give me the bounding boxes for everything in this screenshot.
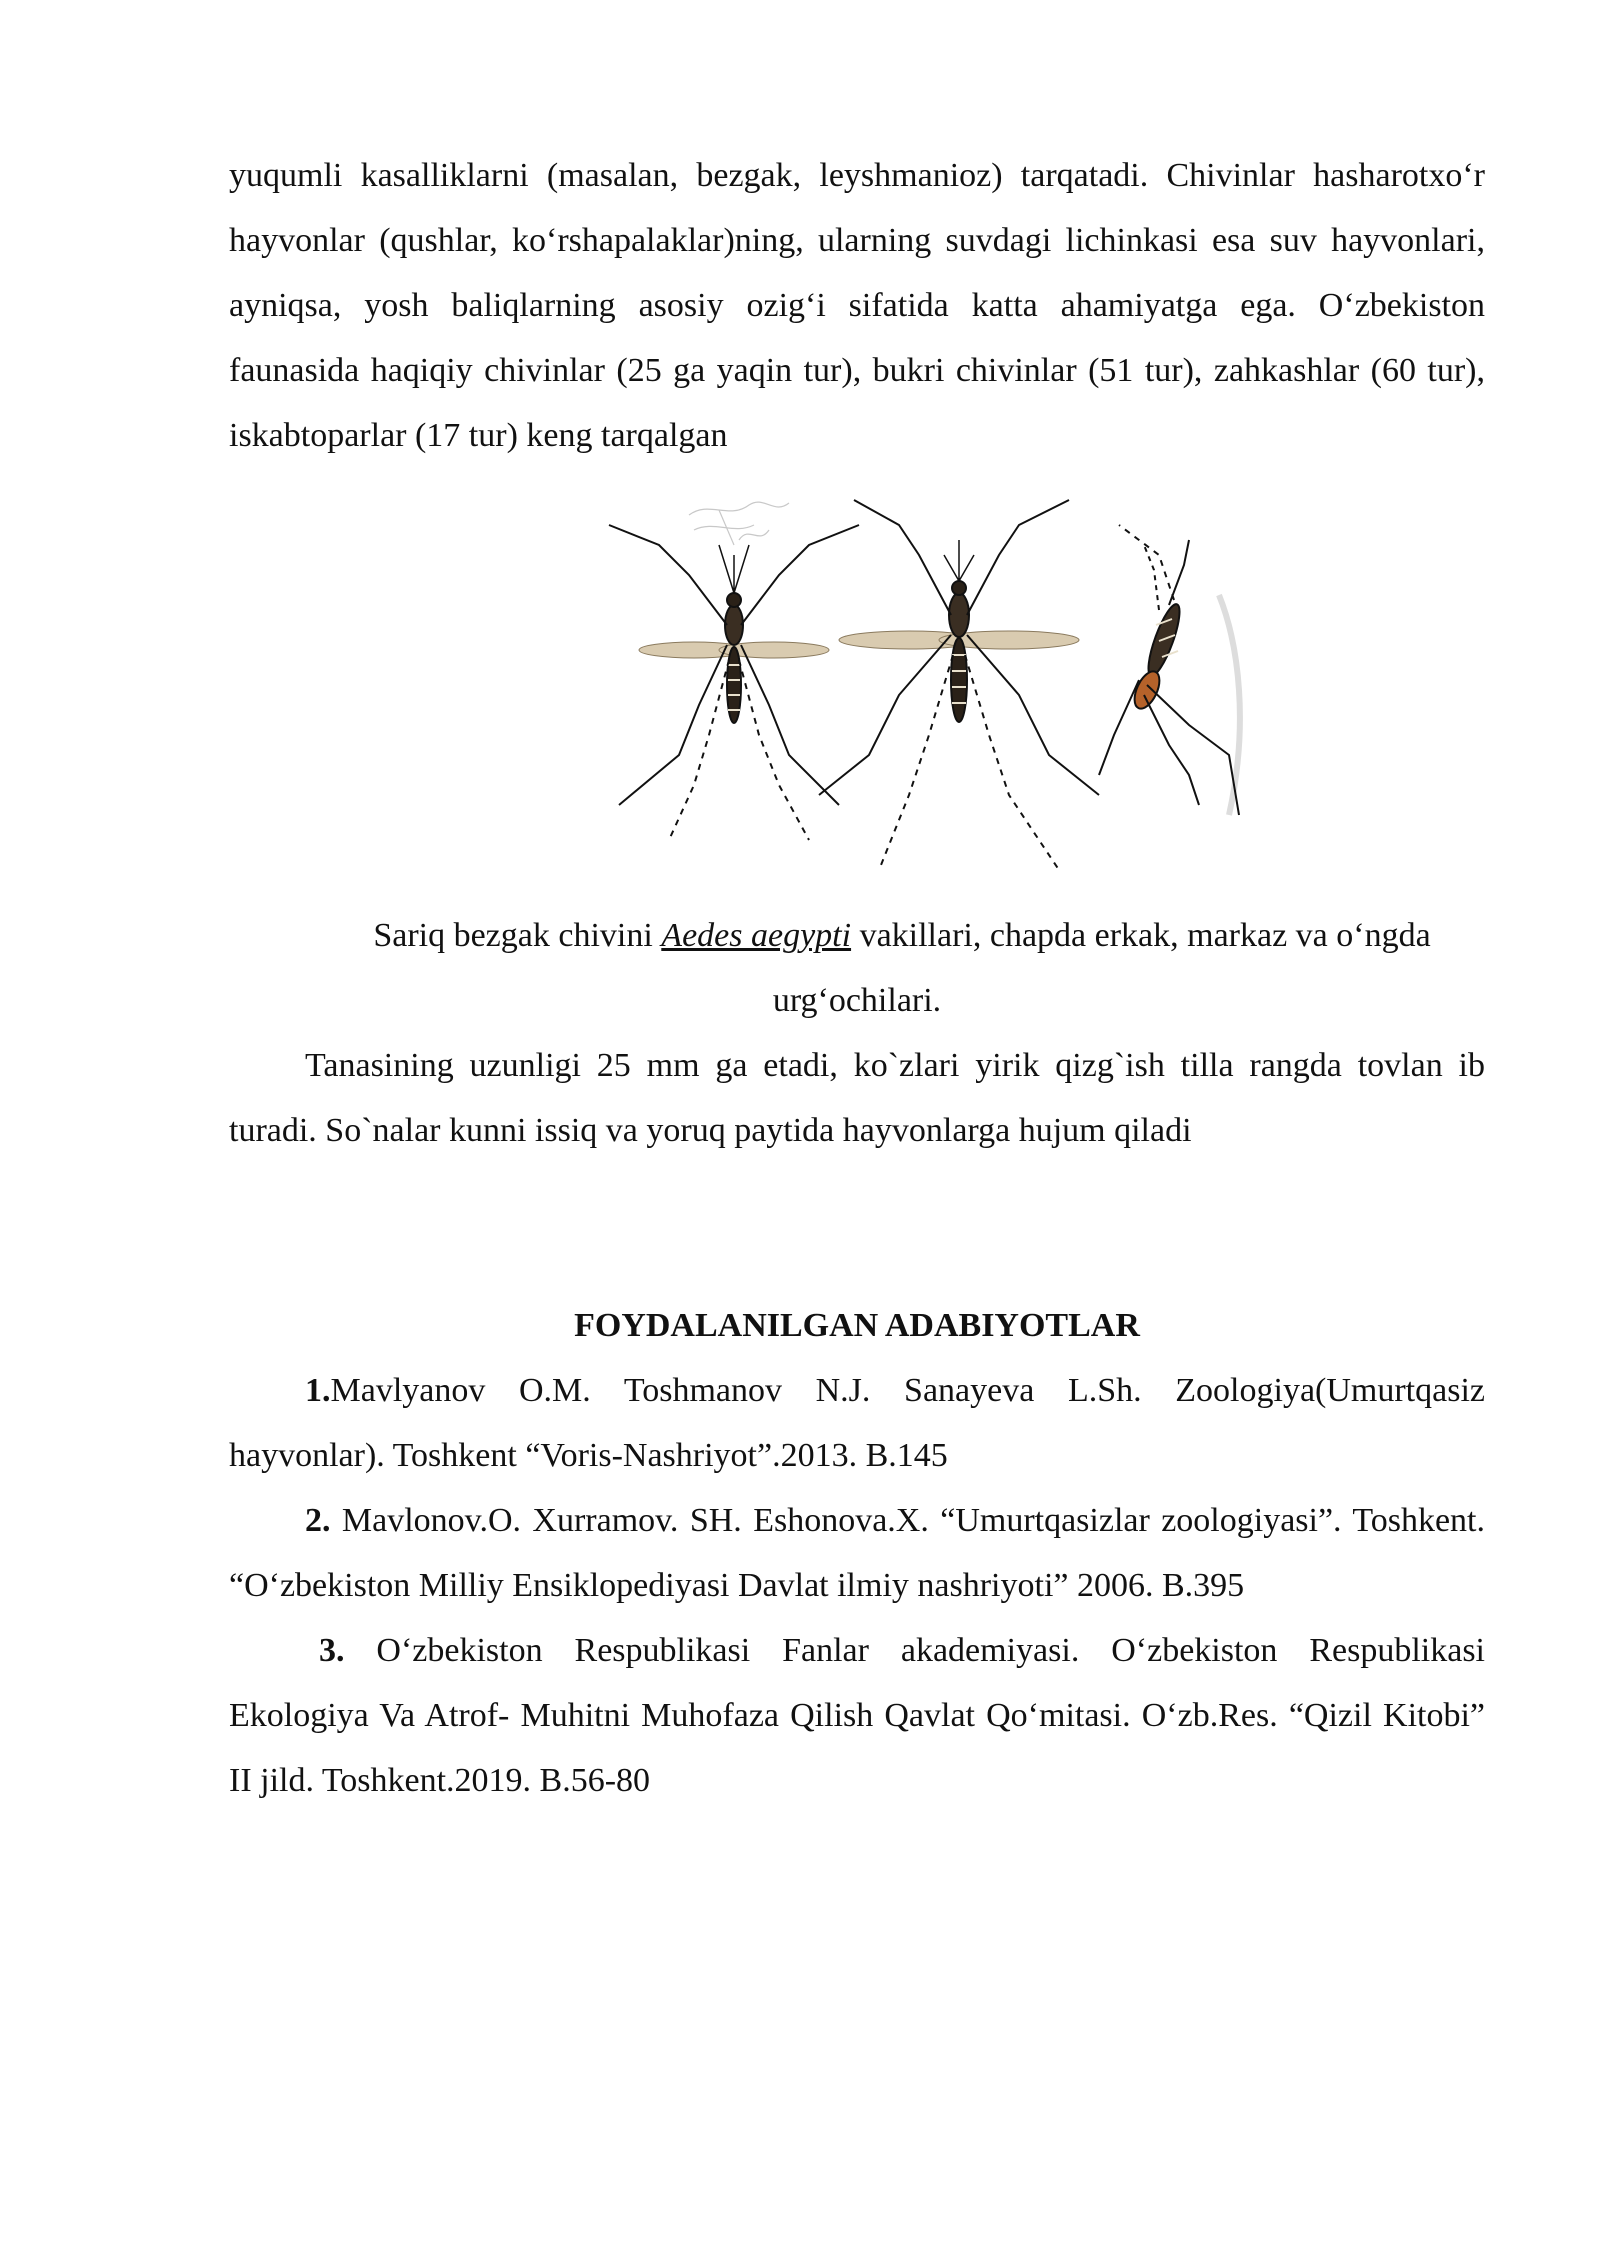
reference-item <box>229 1618 1485 1813</box>
mosquito-female-center <box>819 500 1099 870</box>
reference-text: O‘zbekiston Respublikasi Fanlar akademiyasi. O‘zbekiston Respublikasi Ekologiya Va Atrof- Muhitni Muhofaza Qilish Qavlat Qo‘mitasi. O‘zb.Res. “Qizil Kitobi” II jild. Toshkent.2019. B.56-80 <box>229 1632 1485 1799</box>
reference-text: Mavlyanov O.M. Toshmanov N.J. Sanayeva L.Sh. Zoologiya(Umurtqasiz hayvonlar). Toshkent “Voris-Nashriyot”.2013. B.145 <box>229 1372 1485 1474</box>
figure-caption <box>229 903 1485 1033</box>
reference-item <box>229 1358 1485 1488</box>
caption-before: Sariq bezgak chivini <box>373 917 662 954</box>
references-list <box>229 1358 1485 1813</box>
body-paragraph-1: yuqumli kasalliklarni (masalan, bezgak, leyshmanioz) tarqatadi. Chivinlar hasharotxo‘r hayvonlar (qushlar, ko‘rshapalaklar)ning, ularning suvdagi lichinkasi esa suv hayvonlari, ayniqsa, yosh baliqlarning asosiy ozig‘i sifatida katta ahamiyatga ega. O‘zbekiston faunasida haqiqiy chivinlar (25 ga yaqin tur), bukri chivinlar (51 tur), zahkashlar (60 tur), iskabtoparlar (17 tur) keng tarqalgan <box>229 157 1485 454</box>
mosquito-female-right <box>1099 525 1240 815</box>
caption-after: vakillari, chapda erkak, markaz va o‘ngda <box>851 917 1431 954</box>
mosquito-illustration <box>599 485 1449 885</box>
reference-number: 3. <box>319 1632 345 1669</box>
references-title: FOYDALANILGAN ADABIYOTLAR <box>574 1307 1140 1344</box>
reference-item <box>229 1488 1485 1618</box>
caption-line-2: urg‘ochilari. <box>772 982 942 1019</box>
species-name: Aedes aegypti <box>661 917 852 954</box>
reference-number: 2. <box>305 1502 331 1539</box>
body-paragraph-2: Tanasining uzunligi 25 mm ga etadi, ko`zlari yirik qizg`ish tilla rangda tovlan ib turadi. So`nalar kunni issiq va yoruq paytida hayvonlarga hujum qiladi <box>229 1047 1485 1149</box>
reference-text: Mavlonov.O. Xurramov. SH. Eshonova.X. “Umurtqasizlar zoologiyasi”. Toshkent. “O‘zbekiston Milliy Ensiklopediyasi Davlat ilmiy nashriyoti” 2006. B.395 <box>229 1502 1485 1604</box>
caption-line-1 <box>229 903 1485 968</box>
reference-number: 1. <box>305 1372 331 1409</box>
